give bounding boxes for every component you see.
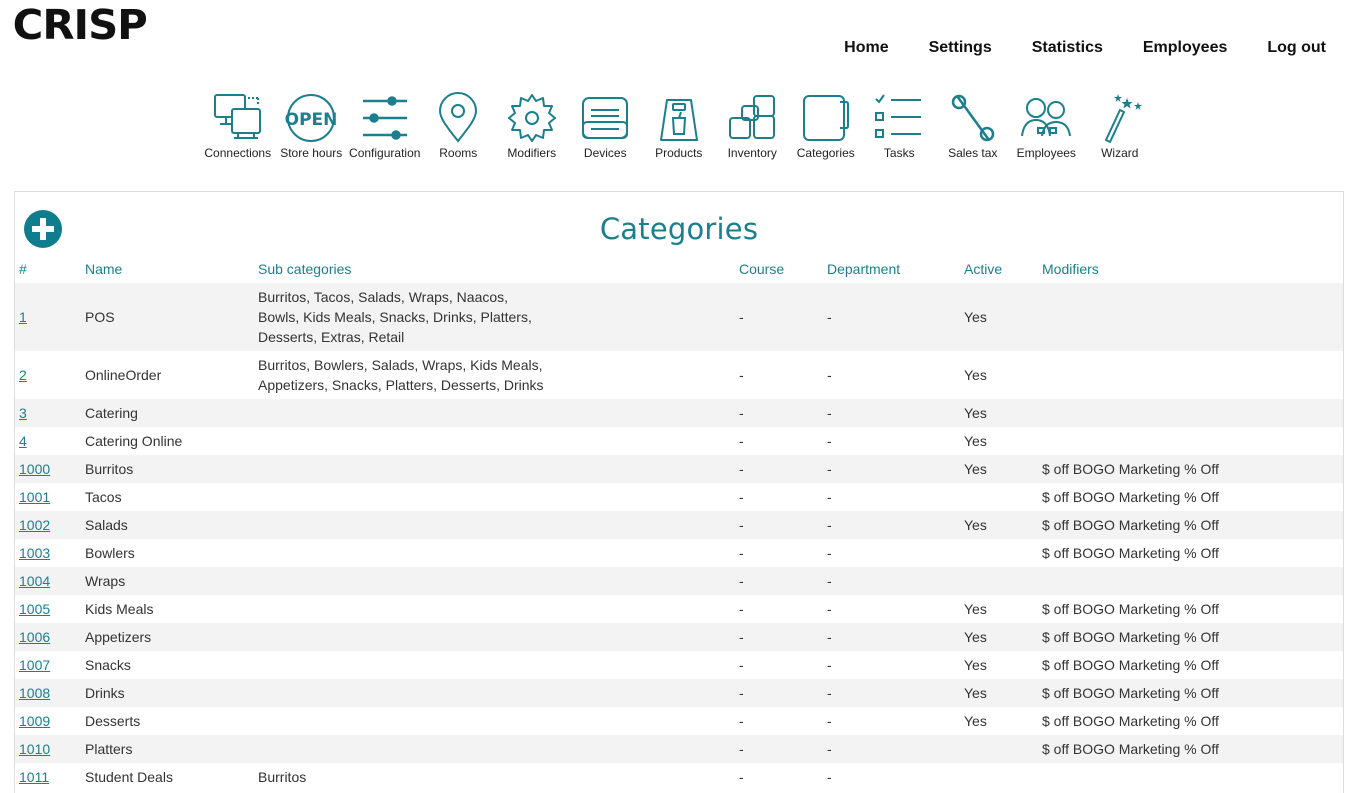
row-modifiers-cell — [1038, 283, 1343, 351]
row-department-cell: - — [827, 545, 832, 561]
row-course-cell: - — [739, 769, 744, 785]
row-id-link[interactable]: 1011 — [19, 769, 50, 785]
magic-wand-icon — [1094, 92, 1146, 144]
tool-tasks-label: Tasks — [883, 146, 915, 160]
row-subcategories-cell — [254, 567, 735, 595]
row-name-cell: OnlineOrder — [85, 367, 162, 383]
page-title: Categories — [599, 212, 759, 246]
row-subcategories-text: Burritos, Tacos, Salads, Wraps, Naacos, Bowls, Kids Meals, Snacks, Drinks, Platters, Desserts, Extras, Retail — [258, 289, 532, 345]
row-active-cell: Yes — [964, 367, 987, 383]
row-department-cell: - — [827, 713, 832, 729]
row-active-cell: Yes — [960, 511, 1038, 539]
tool-store-hours-label: Store hours — [280, 146, 343, 160]
table-row — [15, 427, 1343, 455]
row-modifiers-cell: $ off BOGO Marketing % Off — [1038, 735, 1343, 763]
row-course-cell: - — [735, 399, 823, 427]
row-modifiers-cell: $ off BOGO Marketing % Off — [1038, 679, 1343, 707]
row-department-cell: - — [827, 769, 832, 785]
row-id-cell — [15, 539, 81, 567]
row-modifiers-cell: $ off BOGO Marketing % Off — [1042, 713, 1219, 729]
row-id-link[interactable]: 1006 — [19, 629, 51, 645]
row-active-cell: Yes — [964, 713, 987, 729]
svg-text:OPEN: OPEN — [285, 110, 338, 130]
row-department-cell: - — [823, 399, 960, 427]
nav-home-link[interactable]: Home — [844, 39, 889, 56]
row-department-cell: - — [823, 679, 960, 707]
row-id-cell — [15, 735, 81, 763]
row-id-cell — [15, 511, 81, 539]
row-active-cell — [960, 735, 1038, 763]
tool-devices[interactable] — [569, 92, 643, 161]
row-id-link[interactable]: 1010 — [19, 741, 51, 757]
row-subcategories-cell — [254, 283, 735, 351]
row-course-cell: - — [735, 735, 823, 763]
boxes-icon — [726, 92, 778, 144]
row-id-link[interactable]: 1007 — [19, 657, 51, 673]
row-id-cell — [15, 679, 81, 707]
row-course-cell: - — [735, 283, 823, 351]
tool-sales-tax-label: Sales tax — [948, 146, 998, 160]
connections-icon — [212, 92, 264, 144]
row-department-cell: - — [823, 283, 960, 351]
table-row — [15, 483, 1343, 511]
row-subcategories-cell — [254, 539, 735, 567]
row-subcategories-cell — [254, 735, 735, 763]
row-subcategories-cell — [254, 399, 735, 427]
settings-toolbar — [201, 92, 1157, 161]
tool-store-hours[interactable] — [275, 92, 349, 161]
row-name-cell: Burritos — [81, 455, 254, 483]
row-id-cell — [15, 427, 81, 455]
tool-connections-label: Connections — [204, 146, 272, 160]
row-id-link[interactable]: 4 — [19, 433, 27, 449]
row-subcategories-cell — [254, 351, 735, 399]
row-modifiers-cell: $ off BOGO Marketing % Off — [1042, 657, 1219, 673]
row-department-cell: - — [827, 601, 832, 617]
tool-products[interactable] — [642, 92, 716, 161]
row-modifiers-cell: $ off BOGO Marketing % Off — [1042, 545, 1219, 561]
row-name-cell: Drinks — [81, 679, 254, 707]
tool-wizard[interactable] — [1083, 92, 1157, 161]
row-id-cell — [15, 455, 81, 483]
row-department-cell: - — [823, 623, 960, 651]
gear-icon — [506, 92, 558, 144]
row-id-link[interactable]: 3 — [19, 405, 27, 421]
row-id-link[interactable]: 1008 — [19, 685, 51, 701]
table-row — [15, 399, 1343, 427]
row-id-cell — [15, 763, 81, 791]
checklist-icon — [873, 92, 925, 144]
row-modifiers-cell: $ off BOGO Marketing % Off — [1038, 623, 1343, 651]
row-active-cell: Yes — [960, 679, 1038, 707]
row-name-cell: Salads — [81, 511, 254, 539]
tool-modifiers-label: Modifiers — [507, 146, 557, 160]
nav-logout-link[interactable]: Log out — [1267, 39, 1326, 56]
row-department-cell: - — [827, 489, 832, 505]
table-row — [15, 511, 1343, 539]
column-header-active[interactable]: Active — [964, 261, 1003, 277]
map-pin-icon — [432, 92, 484, 144]
row-name-cell: POS — [81, 283, 254, 351]
row-id-cell — [15, 399, 81, 427]
row-id-cell — [15, 595, 81, 623]
table-header-row — [15, 255, 1343, 283]
tool-configuration[interactable] — [348, 92, 422, 161]
table-row — [15, 283, 1343, 351]
row-course-cell: - — [735, 567, 823, 595]
row-id-link[interactable]: 2 — [19, 367, 27, 383]
row-name-cell: Snacks — [85, 657, 131, 673]
row-modifiers-cell — [1038, 567, 1343, 595]
tool-employees[interactable] — [1010, 92, 1084, 161]
categories-panel — [14, 191, 1344, 793]
row-name-cell: Bowlers — [85, 545, 135, 561]
table-row — [15, 707, 1343, 735]
row-subcategories-cell — [254, 511, 735, 539]
row-name-cell: Desserts — [85, 713, 141, 729]
drink-cup-icon — [653, 92, 705, 144]
tool-employees-label: Employees — [1016, 146, 1076, 160]
row-id-cell — [15, 483, 81, 511]
row-modifiers-cell — [1038, 763, 1343, 791]
row-modifiers-cell: $ off BOGO Marketing % Off — [1038, 511, 1343, 539]
row-name-cell: Platters — [81, 735, 254, 763]
row-id-cell — [15, 567, 81, 595]
row-department-cell: - — [823, 455, 960, 483]
row-department-cell: - — [823, 511, 960, 539]
row-department-cell: - — [827, 367, 832, 383]
column-header-department[interactable]: Department — [827, 261, 901, 277]
tool-categories[interactable] — [789, 92, 863, 161]
row-id-link[interactable]: 1009 — [19, 713, 51, 729]
row-id-cell — [15, 707, 81, 735]
people-icon — [1020, 92, 1072, 144]
crisp-logo[interactable]: CRISP — [12, 1, 147, 49]
tool-inventory-label: Inventory — [727, 146, 777, 160]
row-course-cell: - — [739, 545, 744, 561]
row-subcategories-cell — [254, 595, 735, 623]
row-subcategories-cell — [254, 679, 735, 707]
table-row — [15, 763, 1343, 791]
nav-settings-link[interactable]: Settings — [928, 39, 992, 56]
row-active-cell: Yes — [964, 657, 987, 673]
row-course-cell: - — [739, 713, 744, 729]
tool-connections[interactable] — [201, 92, 275, 161]
row-name-cell: Tacos — [85, 489, 122, 505]
row-course-cell: - — [739, 657, 744, 673]
table-row — [15, 651, 1343, 679]
row-name-cell: Appetizers — [81, 623, 254, 651]
percent-icon — [947, 92, 999, 144]
table-row — [15, 539, 1343, 567]
row-subcategories-cell — [254, 455, 735, 483]
row-modifiers-cell — [1038, 427, 1343, 455]
row-active-cell: Yes — [964, 601, 987, 617]
nav-statistics-link[interactable]: Statistics — [1031, 39, 1103, 56]
row-active-cell — [960, 567, 1038, 595]
table-row — [15, 735, 1343, 763]
row-course-cell: - — [739, 489, 744, 505]
table-row — [15, 455, 1343, 483]
tool-products-label: Products — [655, 146, 703, 160]
row-active-cell — [960, 763, 1038, 791]
printer-icon — [579, 92, 631, 144]
tool-rooms[interactable] — [422, 92, 496, 161]
row-active-cell: Yes — [960, 283, 1038, 351]
row-subcategories-cell — [254, 483, 735, 511]
column-header-name[interactable]: Name — [85, 261, 123, 277]
tool-categories-label: Categories — [796, 146, 855, 160]
row-course-cell: - — [739, 601, 744, 617]
row-name-cell: Kids Meals — [85, 601, 154, 617]
column-header-sub-categories[interactable]: Sub categories — [258, 261, 352, 277]
column-header-modifiers[interactable]: Modifiers — [1042, 261, 1099, 277]
top-navigation — [823, 38, 1345, 58]
row-department-cell: - — [827, 657, 832, 673]
row-course-cell: - — [735, 623, 823, 651]
table-row — [15, 623, 1343, 651]
row-id-cell — [15, 283, 81, 351]
tool-devices-label: Devices — [583, 146, 627, 160]
row-active-cell: Yes — [960, 399, 1038, 427]
row-modifiers-cell: $ off BOGO Marketing % Off — [1042, 489, 1219, 505]
row-id-link[interactable]: 1 — [19, 309, 27, 325]
row-active-cell: Yes — [960, 623, 1038, 651]
row-name-cell: Student Deals — [85, 769, 173, 785]
row-name-cell: Catering Online — [85, 433, 183, 449]
tool-inventory[interactable] — [716, 92, 790, 161]
column-header-id[interactable]: # — [19, 261, 27, 277]
row-subcategories-cell — [254, 623, 735, 651]
row-course-cell: - — [735, 679, 823, 707]
row-department-cell: - — [823, 735, 960, 763]
row-id-link[interactable]: 1002 — [19, 517, 51, 533]
table-row — [15, 679, 1343, 707]
row-modifiers-cell — [1038, 351, 1343, 399]
row-course-cell: - — [739, 367, 744, 383]
tool-configuration-label: Configuration — [349, 146, 421, 160]
row-modifiers-cell: $ off BOGO Marketing % Off — [1038, 455, 1343, 483]
nav-employees-link[interactable]: Employees — [1142, 39, 1228, 56]
folder-icon — [800, 92, 852, 144]
table-row — [15, 567, 1343, 595]
row-course-cell: - — [735, 511, 823, 539]
row-name-cell: Catering — [81, 399, 254, 427]
row-id-cell — [15, 623, 81, 651]
tool-sales-tax[interactable] — [936, 92, 1010, 161]
row-subcategories-cell — [254, 651, 735, 679]
row-id-cell — [15, 651, 81, 679]
row-active-cell — [960, 483, 1038, 511]
tool-wizard-label: Wizard — [1101, 146, 1139, 160]
row-department-cell: - — [823, 567, 960, 595]
row-id-link[interactable]: 1001 — [19, 489, 51, 505]
row-active-cell — [960, 539, 1038, 567]
categories-table — [15, 255, 1343, 791]
row-subcategories-cell: Burritos — [258, 769, 307, 785]
row-department-cell: - — [827, 433, 832, 449]
column-header-course[interactable]: Course — [739, 261, 785, 277]
row-course-cell: - — [735, 455, 823, 483]
row-active-cell: Yes — [964, 433, 987, 449]
table-row — [15, 351, 1343, 399]
row-course-cell: - — [739, 433, 744, 449]
tool-tasks[interactable] — [863, 92, 937, 161]
tool-modifiers[interactable] — [495, 92, 569, 161]
table-row — [15, 595, 1343, 623]
open-sign-icon — [285, 92, 337, 144]
row-subcategories-cell — [254, 707, 735, 735]
row-id-cell — [15, 351, 81, 399]
row-subcategories-cell — [254, 427, 735, 455]
sliders-icon — [359, 92, 411, 144]
row-id-link[interactable]: 1004 — [19, 573, 51, 589]
row-id-link[interactable]: 1005 — [19, 601, 51, 617]
row-modifiers-cell — [1038, 399, 1343, 427]
row-id-link[interactable]: 1003 — [19, 545, 51, 561]
row-id-link[interactable]: 1000 — [19, 461, 51, 477]
row-modifiers-cell: $ off BOGO Marketing % Off — [1042, 601, 1219, 617]
row-name-cell: Wraps — [81, 567, 254, 595]
tool-rooms-label: Rooms — [439, 146, 478, 160]
row-subcategories-text: Burritos, Bowlers, Salads, Wraps, Kids Meals, Appetizers, Snacks, Platters, Desserts, Drinks — [258, 357, 544, 393]
row-active-cell: Yes — [960, 455, 1038, 483]
